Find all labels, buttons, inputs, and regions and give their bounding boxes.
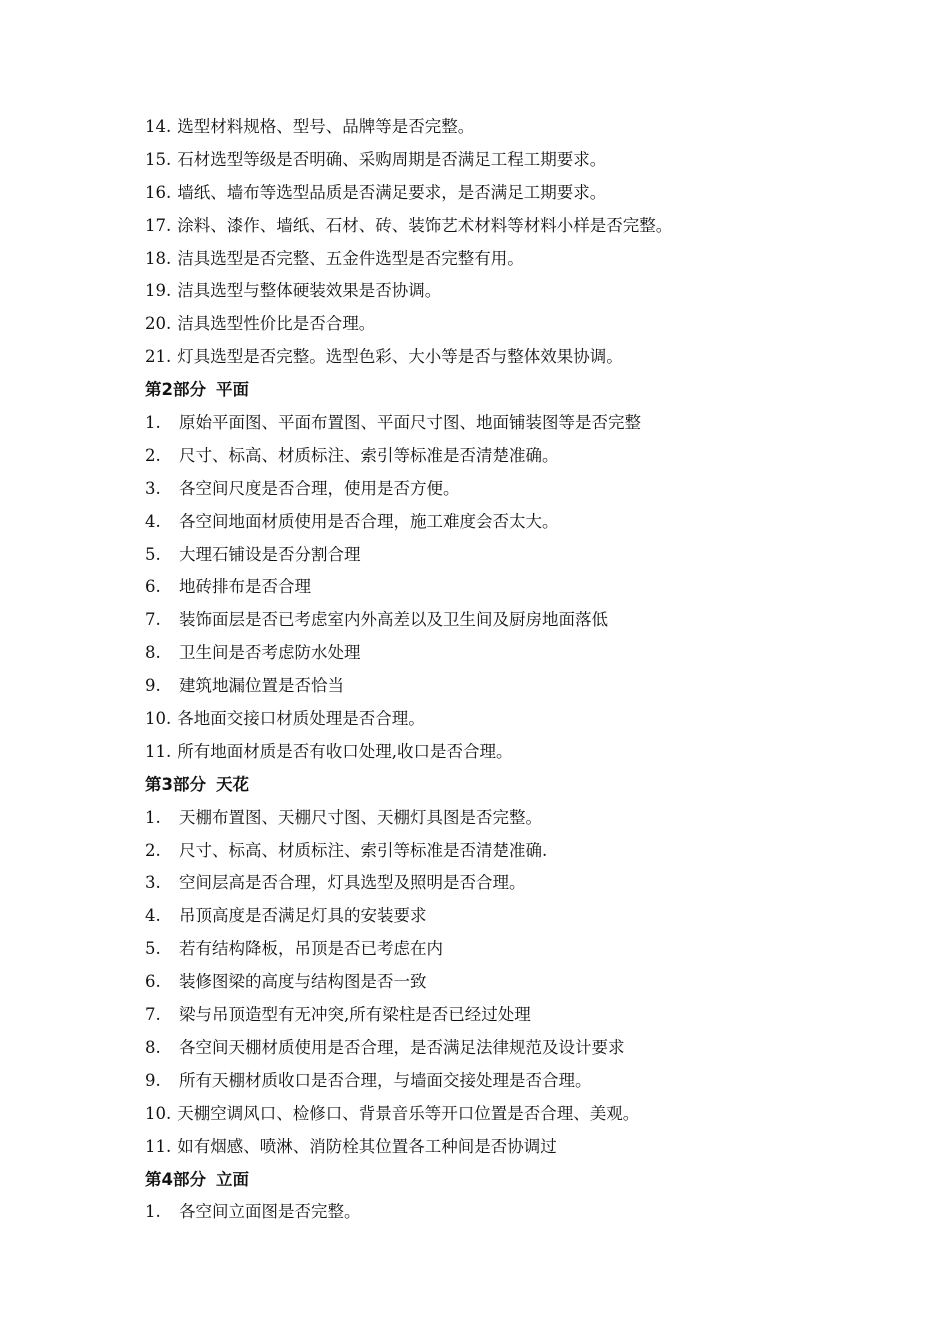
list-item: [145, 867, 845, 900]
list-item: [145, 637, 845, 670]
item-text: 天棚布置图、天棚尺寸图、天棚灯具图是否完整。: [179, 807, 542, 827]
list-item: [145, 999, 845, 1032]
item-number: 8.: [145, 1037, 161, 1057]
item-text: 灯具选型是否完整。选型色彩、大小等是否与整体效果协调。: [177, 347, 623, 367]
item-text: 建筑地漏位置是否恰当: [179, 676, 344, 696]
item-text: 各地面交接口材质处理是否合理。: [177, 709, 425, 729]
list-item: [145, 308, 845, 341]
list-item: [145, 802, 845, 835]
item-number: 11.: [145, 1136, 172, 1156]
item-number: 8.: [145, 643, 161, 663]
item-text: 尺寸、标高、材质标注、索引等标准是否清楚准确.: [179, 840, 548, 860]
item-number: 20.: [145, 314, 172, 334]
item-text: 地砖排布是否合理: [179, 577, 311, 597]
item-number: 9.: [145, 1070, 161, 1090]
list-item: [145, 604, 845, 637]
item-number: 15.: [145, 149, 172, 169]
list-item: [145, 1065, 845, 1098]
item-text: 如有烟感、喷淋、消防栓其位置各工种间是否协调过: [177, 1136, 557, 1156]
section-label: 第3部分: [145, 774, 206, 794]
item-number: 3.: [145, 478, 161, 498]
item-text: 原始平面图、平面布置图、平面尺寸图、地面铺装图等是否完整: [179, 413, 641, 433]
item-text: 尺寸、标高、材质标注、索引等标准是否清楚准确。: [179, 445, 559, 465]
item-number: 1.: [145, 413, 161, 433]
item-number: 4.: [145, 906, 161, 926]
item-text: 所有天棚材质收口是否合理，与墙面交接处理是否合理。: [179, 1070, 592, 1090]
section-title: 平面: [215, 380, 249, 400]
item-text: 若有结构降板，吊顶是否已考虑在内: [179, 939, 443, 959]
item-number: 9.: [145, 676, 161, 696]
item-number: 1.: [145, 807, 161, 827]
item-text: 各空间天棚材质使用是否合理，是否满足法律规范及设计要求: [179, 1037, 625, 1057]
item-number: 11.: [145, 741, 172, 761]
list-item: [145, 275, 845, 308]
item-text: 各空间立面图是否完整。: [179, 1202, 361, 1222]
item-number: 18.: [145, 248, 172, 268]
list-item: [145, 539, 845, 572]
item-number: 19.: [145, 281, 172, 301]
list-item: [145, 571, 845, 604]
item-text: 涂料、漆作、墙纸、石材、砖、装饰艺术材料等材料小样是否完整。: [177, 215, 673, 235]
item-text: 洁具选型性价比是否合理。: [177, 314, 376, 334]
list-item: [145, 1196, 845, 1229]
item-number: 5.: [145, 544, 161, 564]
item-text: 卫生间是否考虑防水处理: [179, 643, 361, 663]
item-number: 7.: [145, 610, 161, 630]
list-item: [145, 440, 845, 473]
list-item: [145, 1098, 845, 1131]
item-text: 所有地面材质是否有收口处理,收口是否合理。: [177, 741, 513, 761]
item-number: 21.: [145, 347, 172, 367]
item-number: 5.: [145, 939, 161, 959]
item-number: 4.: [145, 511, 161, 531]
item-text: 空间层高是否合理，灯具选型及照明是否合理。: [179, 873, 526, 893]
item-text: 吊顶高度是否满足灯具的安装要求: [179, 906, 427, 926]
list-item: [145, 177, 845, 210]
item-number: 14.: [145, 117, 172, 136]
list-item: [145, 900, 845, 933]
section-title: 天花: [215, 774, 249, 794]
list-item: [145, 966, 845, 999]
document-page: [145, 111, 845, 1229]
item-number: 2.: [145, 840, 161, 860]
list-item: [145, 407, 845, 440]
list-item: [145, 243, 845, 276]
item-number: 10.: [145, 709, 172, 729]
item-text: 各空间尺度是否合理，使用是否方便。: [179, 478, 460, 498]
item-text: 装饰面层是否已考虑室内外高差以及卫生间及厨房地面落低: [179, 610, 608, 630]
item-text: 天棚空调风口、检修口、背景音乐等开口位置是否合理、美观。: [177, 1103, 640, 1123]
item-number: 2.: [145, 445, 161, 465]
list-item: [145, 670, 845, 703]
item-number: 6.: [145, 577, 161, 597]
item-number: 16.: [145, 182, 172, 202]
list-item: [145, 933, 845, 966]
item-text: 石材选型等级是否明确、采购周期是否满足工程工期要求。: [177, 149, 607, 169]
item-text: 梁与吊顶造型有无冲突,所有梁柱是否已经过处理: [179, 1005, 531, 1025]
list-item: [145, 144, 845, 177]
item-number: 7.: [145, 1005, 161, 1025]
list-item: [145, 473, 845, 506]
item-text: 洁具选型是否完整、五金件选型是否完整有用。: [177, 248, 524, 268]
list-item: [145, 341, 845, 374]
section-label: 第2部分: [145, 380, 206, 400]
list-item: [145, 703, 845, 736]
section-title: 立面: [215, 1169, 249, 1189]
section-heading-part3: [145, 769, 845, 802]
item-text: 墙纸、墙布等选型品质是否满足要求，是否满足工期要求。: [177, 182, 607, 202]
list-item: [145, 835, 845, 868]
section-heading-part2: [145, 374, 845, 407]
list-item: [145, 506, 845, 539]
section-heading-part4: [145, 1164, 845, 1197]
item-number: 3.: [145, 873, 161, 893]
item-text: 选型材料规格、型号、品牌等是否完整。: [177, 117, 475, 136]
section-label: 第4部分: [145, 1169, 206, 1189]
item-text: 洁具选型与整体硬装效果是否协调。: [177, 281, 442, 301]
item-number: 1.: [145, 1202, 161, 1222]
list-item: [145, 736, 845, 769]
item-text: 装修图梁的高度与结构图是否一致: [179, 972, 427, 992]
item-number: 10.: [145, 1103, 172, 1123]
list-item: [145, 111, 845, 144]
list-item: [145, 1032, 845, 1065]
list-item: [145, 210, 845, 243]
list-item: [145, 1131, 845, 1164]
item-text: 大理石铺设是否分割合理: [179, 544, 361, 564]
item-text: 各空间地面材质使用是否合理，施工难度会否太大。: [179, 511, 559, 531]
item-number: 17.: [145, 215, 172, 235]
item-number: 6.: [145, 972, 161, 992]
